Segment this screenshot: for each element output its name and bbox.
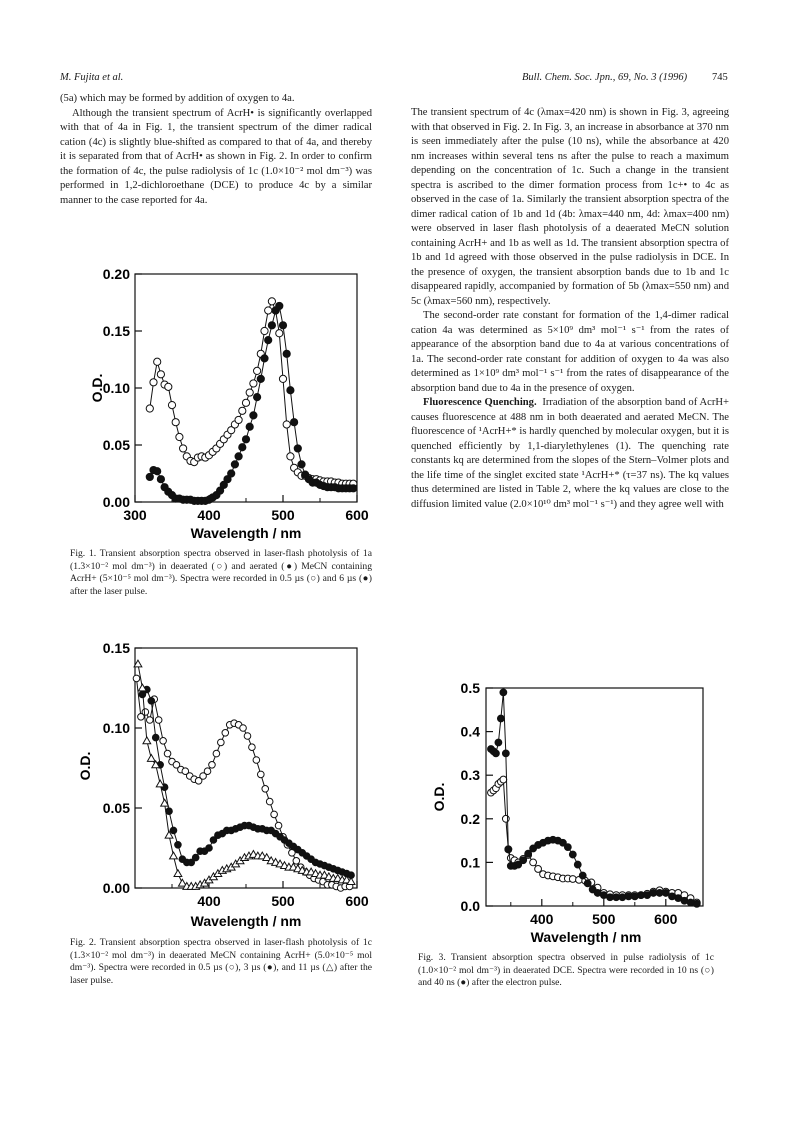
plot-frame xyxy=(135,648,357,888)
data-point xyxy=(154,358,161,365)
data-point xyxy=(530,859,537,866)
data-point xyxy=(133,675,140,682)
data-point xyxy=(293,858,300,865)
data-point xyxy=(266,798,273,805)
data-point xyxy=(500,689,507,696)
data-point xyxy=(261,355,268,362)
data-point xyxy=(164,750,171,757)
series-line xyxy=(491,692,697,903)
data-point xyxy=(574,861,581,868)
y-tick-label: 0.20 xyxy=(102,266,130,282)
data-point xyxy=(246,423,253,430)
x-axis-label: Wavelength / nm xyxy=(190,913,302,929)
section-heading: Fluorescence Quenching. xyxy=(423,397,537,408)
data-point xyxy=(253,757,260,764)
data-point xyxy=(261,327,268,334)
data-point xyxy=(287,387,294,394)
data-point xyxy=(244,733,251,740)
y-tick-label: 0.05 xyxy=(102,800,130,816)
right-column-text xyxy=(411,106,729,512)
data-point xyxy=(569,851,576,858)
data-point xyxy=(235,453,242,460)
data-point xyxy=(166,808,173,815)
data-point xyxy=(569,876,576,883)
data-point xyxy=(631,893,638,900)
y-tick-label: 0.15 xyxy=(102,640,130,656)
data-point xyxy=(239,444,246,451)
y-tick-label: 0.5 xyxy=(460,680,480,696)
data-point xyxy=(283,421,290,428)
y-tick-label: 0.1 xyxy=(460,854,480,871)
data-point xyxy=(154,468,161,475)
data-point xyxy=(192,854,199,861)
data-point xyxy=(579,872,586,879)
x-tick-label: 500 xyxy=(271,893,295,909)
data-point xyxy=(500,776,507,783)
data-point xyxy=(240,725,247,732)
series-line xyxy=(142,690,351,876)
data-point xyxy=(152,734,159,741)
data-point xyxy=(218,739,225,746)
data-point xyxy=(257,375,264,382)
data-point xyxy=(268,298,275,305)
data-point xyxy=(687,899,694,906)
running-head-authors: M. Fujita et al. xyxy=(60,72,124,83)
data-point xyxy=(276,302,283,309)
data-point xyxy=(276,330,283,337)
data-point xyxy=(298,461,305,468)
x-axis-label: Wavelength / nm xyxy=(530,929,642,945)
figure-2-caption: Fig. 2. Transient absorption spectra observed in laser-flash photolysis of 1c (1.3×10⁻² mol dm⁻³) in deaerated MeCN containing AcrH+ (5.0×10⁻⁵ mol dm⁻³). Spectra were recorded in 0.5 µs (○), 3 µs (●), and 11 µs (△) after the laser pulse. xyxy=(70,937,372,986)
x-tick-label: 500 xyxy=(271,507,295,523)
figure-3-chart xyxy=(418,676,718,948)
paragraph-body: Irradiation of the absorption band of AcrH+ causes fluorescence at 488 nm in both deaerated and aerated MeCN. The fluorescence of ¹AcrH+* is hardly quenched by molecular oxygen, but it is quenched efficiently by 1,1-diarylethylenes (1). The quenching rate constants kq are determined from the slopes of the Stern–Volmer plots and the life time of the singlet excited state ¹AcrH+* (τ=37 ns). The kq values thus determined are listed in Table 2, where the kq values are close to the diffusion limited value (2.0×10¹⁰ dm³ mol⁻¹ s⁻¹) and they agree well with xyxy=(411,397,730,510)
data-point xyxy=(249,744,256,751)
data-point xyxy=(291,419,298,426)
plot-frame xyxy=(486,688,703,906)
figure-3-caption: Fig. 3. Transient absorption spectra observed in pulse radiolysis of 1c (1.0×10⁻² mol dm⁻³) in deaerated DCE. Spectra were recorded in 10 ns (○) and 40 ns (●) after the electron pulse. xyxy=(418,952,714,989)
data-point xyxy=(146,473,153,480)
data-point xyxy=(172,419,179,426)
data-point xyxy=(505,846,512,853)
right-paragraph: The second-order rate constant for formation of the 1,4-dimer radical cation 4a was determined as 5×10⁹ dm³ mol⁻¹ s⁻¹ from the rates of appearance of the absorption band due to 4a at various concentrations of 1a. The second-order rate constant for addition of oxygen to 4a was also determined as 1×10⁹ dm³ mol⁻¹ s⁻¹ from the rates of disappearance of the absorption band due to 4a in the presence of oxygen. xyxy=(411,310,729,394)
y-tick-label: 0.10 xyxy=(102,380,130,396)
data-point xyxy=(213,750,220,757)
data-point xyxy=(242,436,249,443)
y-tick-label: 0.00 xyxy=(102,880,130,896)
y-tick-label: 0.10 xyxy=(102,720,130,736)
page-number: 745 xyxy=(712,72,728,83)
data-point xyxy=(242,399,249,406)
running-head-journal: Bull. Chem. Soc. Jpn., 69, No. 3 (1996) xyxy=(522,72,688,83)
data-point xyxy=(250,412,257,419)
data-point xyxy=(564,844,571,851)
y-tick-label: 0.0 xyxy=(460,898,480,914)
x-tick-label: 400 xyxy=(197,893,221,909)
x-axis-label: Wavelength / nm xyxy=(190,525,302,541)
data-point xyxy=(170,852,178,859)
data-point xyxy=(157,371,164,378)
data-point xyxy=(283,350,290,357)
data-point xyxy=(209,762,216,769)
x-tick-label: 600 xyxy=(654,911,678,927)
left-column-text xyxy=(60,92,372,208)
left-paragraph: (5a) which may be formed by addition of oxygen to 4a. xyxy=(60,93,295,104)
data-point xyxy=(150,379,157,386)
data-point xyxy=(287,453,294,460)
y-axis-label: O.D. xyxy=(89,373,105,403)
x-tick-label: 600 xyxy=(345,893,369,909)
data-point xyxy=(495,739,502,746)
data-point xyxy=(206,845,213,852)
figure-2-chart xyxy=(70,638,375,930)
y-axis-label: O.D. xyxy=(77,751,93,781)
data-point xyxy=(279,322,286,329)
data-point xyxy=(180,445,187,452)
data-point xyxy=(662,890,669,897)
data-point xyxy=(279,375,286,382)
x-tick-label: 600 xyxy=(345,507,369,523)
data-point xyxy=(254,394,261,401)
data-point xyxy=(204,768,211,775)
data-point xyxy=(148,698,155,705)
data-point xyxy=(174,870,182,877)
data-point xyxy=(160,738,167,745)
data-point xyxy=(584,880,591,887)
x-tick-label: 500 xyxy=(592,911,616,927)
data-point xyxy=(157,476,164,483)
y-tick-label: 0.2 xyxy=(460,810,480,827)
data-point xyxy=(497,715,504,722)
data-point xyxy=(268,322,275,329)
data-point xyxy=(258,771,265,778)
data-point xyxy=(250,380,257,387)
data-point xyxy=(254,367,261,374)
data-point xyxy=(222,730,229,737)
data-point xyxy=(520,857,527,864)
data-point xyxy=(271,811,278,818)
y-tick-label: 0.00 xyxy=(102,494,130,510)
left-paragraph: Although the transient spectrum of AcrH• is significantly overlapped with that of 4a in Fig. 1, the transient spectrum of the dimer radical cation (4c) is slightly blue-shifted as compared to that of 4a, and thereby it is separated from that of AcrH• as shown in Fig. 2. In order to confirm the formation of 4c, the pulse radiolysis of 1c (1.0×10⁻² mol dm⁻³) was performed in 1,2-dichloroethane (DCE) to produce 4c by a similar manner to the case reported for 4a. xyxy=(60,107,372,206)
data-point xyxy=(235,416,242,423)
data-point xyxy=(175,842,182,849)
data-point xyxy=(693,900,700,907)
y-tick-label: 0.3 xyxy=(460,767,480,784)
data-point xyxy=(502,750,509,757)
data-point xyxy=(294,445,301,452)
data-point xyxy=(147,755,155,762)
x-tick-label: 400 xyxy=(530,911,554,927)
y-axis-label: O.D. xyxy=(431,782,447,812)
y-tick-label: 0.4 xyxy=(460,723,480,740)
figure-1-chart xyxy=(70,262,370,544)
right-paragraph xyxy=(411,396,729,512)
data-point xyxy=(146,405,153,412)
y-tick-label: 0.05 xyxy=(102,437,130,453)
data-point xyxy=(176,433,183,440)
y-tick-label: 0.15 xyxy=(102,323,130,339)
series-line xyxy=(150,306,353,501)
data-point xyxy=(502,815,509,822)
data-point xyxy=(168,402,175,409)
data-point xyxy=(619,894,626,901)
data-point xyxy=(246,389,253,396)
data-point xyxy=(493,750,500,757)
data-point xyxy=(143,737,151,744)
data-point xyxy=(147,717,154,724)
x-tick-label: 400 xyxy=(197,507,221,523)
figure-1-caption: Fig. 1. Transient absorption spectra observed in laser-flash photolysis of 1a (1.3×10⁻² mol dm⁻³) in deaerated (○) and aerated (●) MeCN containing AcrH+ (5×10⁻⁵ mol dm⁻³). Spectra were recorded in 0.5 µs (○) and 6 µs (●) after the laser pulse. xyxy=(70,548,372,597)
data-point xyxy=(350,485,357,492)
data-point xyxy=(165,383,172,390)
data-point xyxy=(142,709,149,716)
data-point xyxy=(155,717,162,724)
x-tick-label: 300 xyxy=(123,507,147,523)
data-point xyxy=(239,407,246,414)
data-point xyxy=(228,470,235,477)
data-point xyxy=(275,822,282,829)
data-point xyxy=(265,307,272,314)
data-point xyxy=(262,786,269,793)
data-point xyxy=(170,827,177,834)
data-point xyxy=(231,461,238,468)
right-paragraph: The transient spectrum of 4c (λmax=420 nm) is shown in Fig. 3, agreeing with that observed in Fig. 2. In Fig. 3, an increase in absorbance at 370 nm is seen immediately after the pulse (10 ns), while the absorbance at 420 nm increases within several tens ns after the pulse to reach a maximum depending on the concentration of 1c. Such a change in the transient spectra is ascribed to the dimer formation process from 1c+• to 4c as observed in the case of 1a. Similarly the transient absorption spectra of the dimer radical cation of 1b and 1d (4b: λmax=440 nm, 4d: λmax=400 nm) were observed in laser flash photolysis of a deaerated MeCN solution containing AcrH+ and 1b as well as 1d. The transient absorption spectra of 1b and 1d agreed with those observed in the pulse radiolysis in DCE. In the presence of oxygen, the transient absorption bands due to 1b and 1c disappeared rapidly, accompanied by formation of 5b (λmax=550 nm) and 5c (λmax=560 nm), respectively. xyxy=(411,107,729,307)
data-point xyxy=(265,337,272,344)
